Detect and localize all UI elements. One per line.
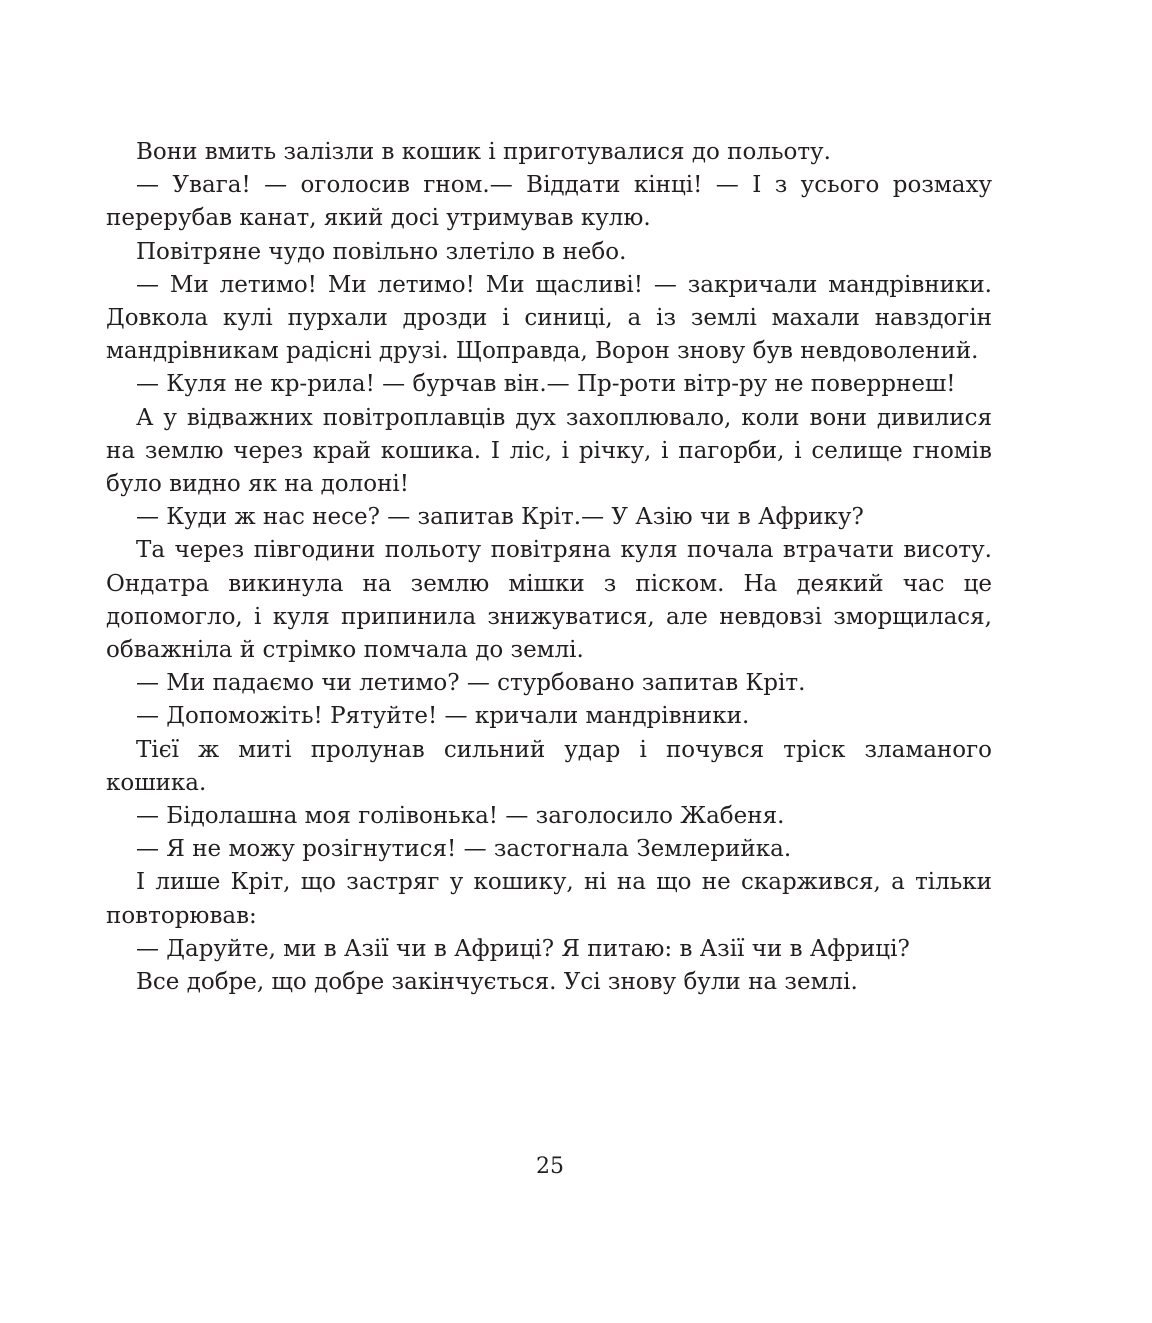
page-number: 25	[536, 1154, 564, 1179]
paragraph: — Я не можу розігнутися! — застогнала Землерийка.	[136, 836, 792, 863]
paragraph: Тієї ж миті пролунав сильний удар і почувся тріск зламаного кошика.	[106, 736, 992, 796]
paragraph: — Ми летимо! Ми летимо! Ми щасливі! — закричали мандрівники. Довкола кулі пурхали дрозди і синиці, а із землі махали навздогін мандрівникам радісні друзі. Щоправда, Ворон знову був невдоволений.	[106, 271, 992, 365]
paragraph: — Допоможіть! Рятуйте! — кричали мандрівники.	[136, 703, 750, 730]
paragraph: Повітряне чудо повільно злетіло в небо.	[136, 238, 627, 265]
paragraph: — Ми падаємо чи летимо? — стурбовано запитав Кріт.	[136, 670, 806, 697]
paragraph: І лише Кріт, що застряг у кошику, ні на що не скаржився, а тільки повторював:	[106, 869, 992, 929]
paragraph: Все добре, що добре закінчується. Усі знову були на землі.	[136, 969, 858, 996]
paragraph: Та через півгодини польоту повітряна куля почала втрачати висоту. Ондатра викинула на землю мішки з піском. На деякий час це допомогло, і куля припинила знижуватися, але невдовзі зморщилася, обважніла й стрімко помчала до землі.	[106, 537, 992, 664]
paragraph: Вони вмить залізли в кошик і приготувалися до польоту.	[136, 139, 831, 165]
page-text	[106, 136, 992, 999]
paragraph: — Даруйте, ми в Азії чи в Африці? Я питаю: в Азії чи в Африці?	[136, 935, 910, 962]
paragraph: — Куля не кр-рила! — бурчав він.— Пр-роти вітр-ру не поверрнеш!	[136, 371, 956, 398]
paragraph: — Куди ж нас несе? — запитав Кріт.— У Азію чи в Африку?	[136, 504, 864, 531]
paragraph: — Увага! — оголосив гном.— Віддати кінці! — І з усього розмаху перерубав канат, який досі утримував кулю.	[106, 172, 992, 232]
paragraph: — Бідолашна моя голівонька! — заголосило Жабеня.	[136, 803, 785, 830]
paragraph: А у відважних повітроплавців дух захоплювало, коли вони дивилися на землю через край кошика. І ліс, і річку, і пагорби, і селище гномів було видно як на долоні!	[106, 404, 992, 498]
